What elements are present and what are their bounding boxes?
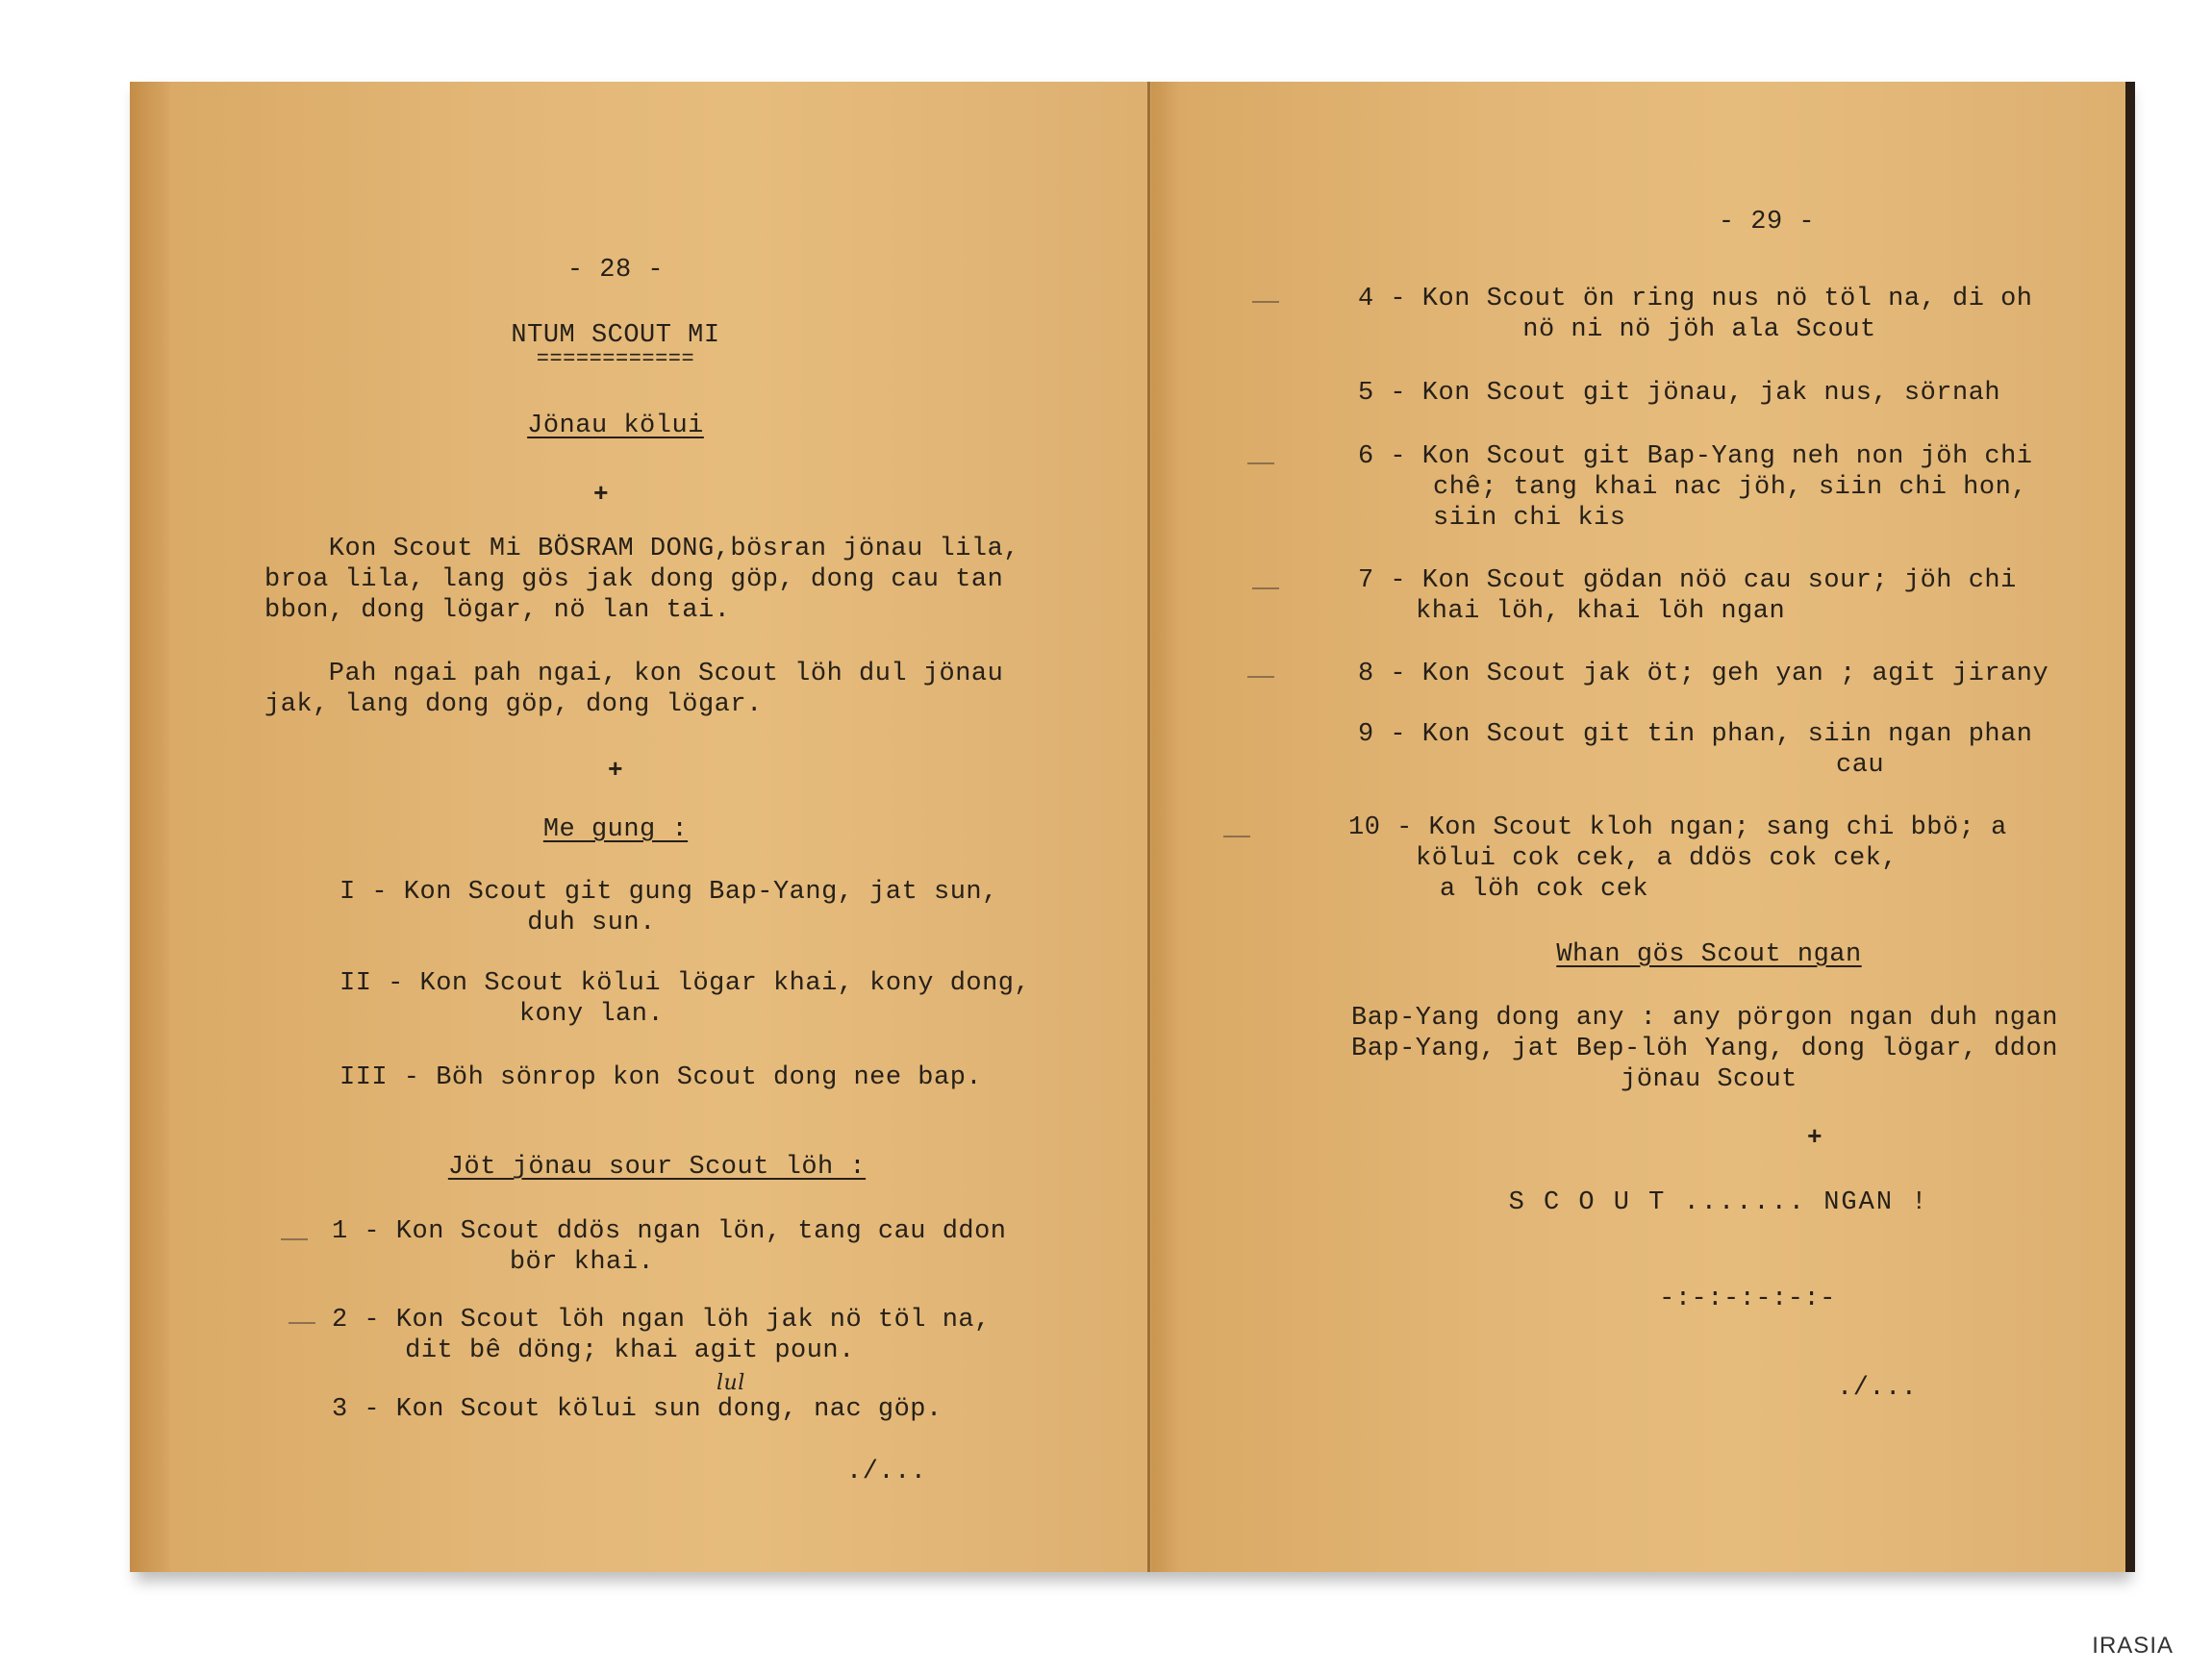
paragraph-line: Pah ngai pah ngai, kon Scout löh dul jönau: [264, 660, 1004, 688]
right-page: [1151, 82, 2135, 1572]
law-line: siin chi kis: [1433, 504, 1626, 533]
continued-marker: ./...: [1837, 1374, 1918, 1403]
left-page: [130, 82, 1150, 1572]
paragraph-line: Bap-Yang, jat Bep-löh Yang, dong lögar, ddon: [1351, 1035, 2058, 1063]
law-line: 9 - Kon Scout git tin phan, siin ngan phan: [1358, 720, 2033, 749]
page-title: NTUM SCOUT MI: [511, 321, 720, 350]
paragraph-line: jönau Scout: [1621, 1065, 1797, 1094]
heading-whan-gos: Whan gös Scout ngan: [1556, 940, 1862, 969]
law-line: chê; tang khai nac jöh, siin chi hon,: [1433, 473, 2027, 502]
paragraph-line: bbon, dong lögar, nö lan tai.: [264, 596, 731, 625]
pencil-tick-mark: [1247, 462, 1274, 464]
pencil-tick-mark: [1223, 836, 1250, 837]
law-line: a löh cok cek: [1440, 875, 1649, 904]
law-line: 5 - Kon Scout git jönau, jak nus, sörnah: [1358, 379, 2001, 408]
law-line: kölui cok cek, a ddös cok cek,: [1416, 844, 1898, 873]
law-line: 1 - Kon Scout ddös ngan lön, tang cau ddon: [332, 1217, 1007, 1246]
law-line: bör khai.: [509, 1248, 655, 1277]
irasia-watermark: IRASIA: [2092, 1633, 2174, 1659]
rule-line: duh sun.: [527, 909, 656, 937]
heading-jonau-kolui: Jönau kölui: [527, 412, 704, 440]
rule-line: kony lan.: [518, 1000, 665, 1029]
law-line: dit bê döng; khai agit poun.: [405, 1336, 855, 1365]
pencil-tick-mark: [1247, 676, 1274, 678]
law-line: 8 - Kon Scout jak öt; geh yan ; agit jirany: [1358, 660, 2049, 688]
page-number: - 28 -: [566, 256, 665, 285]
pencil-tick-mark: [1252, 301, 1279, 303]
law-line: 2 - Kon Scout löh ngan löh jak nö töl na,: [332, 1306, 991, 1335]
scout-motto: S C O U T ....... NGAN !: [1508, 1188, 1929, 1217]
pencil-tick-mark: [289, 1322, 315, 1324]
law-line: khai löh, khai löh ngan: [1416, 597, 1786, 626]
page-number: - 29 -: [1718, 208, 1816, 237]
pencil-tick-mark: [1252, 587, 1279, 589]
paragraph-line: Bap-Yang dong any : any pörgon ngan duh ngan: [1351, 1004, 2058, 1033]
rule-line: III - Böh sönrop kon Scout dong nee bap.: [339, 1063, 983, 1092]
law-line: 6 - Kon Scout git Bap-Yang neh non jöh chi: [1358, 442, 2033, 471]
law-line: 3 - Kon Scout kölui sun dong, nac göp.: [332, 1395, 943, 1424]
separator-plus: +: [607, 756, 624, 785]
heading-jot-jonau: Jöt jönau sour Scout löh :: [447, 1153, 867, 1182]
separator-plus: +: [592, 480, 610, 509]
law-line: 10 - Kon Scout kloh ngan; sang chi bbö; a: [1348, 813, 2007, 842]
paragraph-line: jak, lang dong göp, dong lögar.: [264, 690, 763, 719]
law-line: nö ni nö jöh ala Scout: [1522, 315, 1876, 344]
heading-me-gung: Me gung :: [542, 815, 689, 844]
pencil-tick-mark: [281, 1238, 308, 1240]
title-double-rule: ============: [536, 347, 695, 371]
separator-plus: +: [1806, 1123, 1823, 1152]
handwritten-annotation: lul: [716, 1371, 745, 1395]
rule-line: I - Kon Scout git gung Bap-Yang, jat sun,: [339, 878, 998, 907]
rule-line: II - Kon Scout kölui lögar khai, kony dong,: [339, 969, 1031, 998]
continued-marker: ./...: [846, 1458, 927, 1486]
law-line: 7 - Kon Scout gödan nöö cau sour; jöh chi: [1358, 566, 2017, 595]
open-booklet: [130, 82, 2125, 1572]
closing-divider: -:-:-:-:-:-: [1659, 1285, 1836, 1313]
paragraph-line: Kon Scout Mi BÖSRAM DONG,bösran jönau lila,: [264, 535, 1020, 563]
paragraph-line: broa lila, lang gös jak dong göp, dong cau tan: [264, 565, 1004, 594]
law-line: cau: [1836, 751, 1885, 780]
law-line: 4 - Kon Scout ön ring nus nö töl na, di oh: [1358, 285, 2033, 313]
